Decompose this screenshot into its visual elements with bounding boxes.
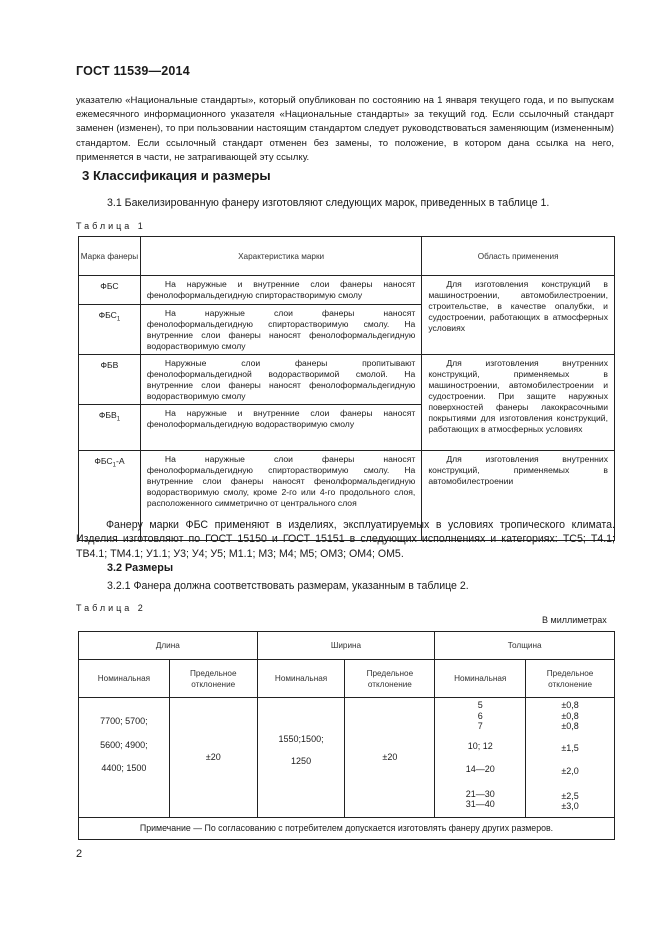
table-row-area: Для изготовления внутренних конструкций, применяемых в автомобилестроении bbox=[422, 451, 615, 541]
section-3-title: 3 Классификация и размеры bbox=[82, 168, 271, 183]
table-row-mark: $ФБВ_1$ bbox=[79, 405, 141, 451]
table-row-characteristic: На наружные и внутренние слои фанеры наносят фенолоформальдегидную спирторастворимую смолу bbox=[140, 276, 421, 305]
table-row-characteristic: На наружные и внутренние слои фанеры наносят фенолоформальдегидную водорастворимую смолу bbox=[140, 405, 421, 451]
table-2-subheader-nominal: Номинальная bbox=[435, 660, 526, 698]
paragraph-3-1: 3.1 Бакелизированную фанеру изготовляют следующих марок, приведенных в таблице 1. bbox=[107, 197, 550, 209]
table-2-subheader-nominal: Номинальная bbox=[257, 660, 345, 698]
table-2-header-width: Ширина bbox=[257, 632, 435, 660]
table-row-mark: ФБС bbox=[79, 276, 141, 305]
table-2-width-nominal: 1550;1500; 1250 bbox=[257, 698, 345, 818]
table-2-subheader-nominal: Номинальная bbox=[79, 660, 170, 698]
table-row-characteristic: Наружные слои фанеры пропитывают фенолоформальдегидной водорастворимой смолой. На внутренние слои фанеры наносят фенолоформальдегидную водорастворимую смолу bbox=[140, 355, 421, 405]
table-2-thickness-nominal: 5 6 7 10; 12 14—20 21—30 31—40 bbox=[435, 698, 526, 818]
table-2-subheader-deviation: Предельное отклонение bbox=[526, 660, 615, 698]
table-row-mark: ФБВ bbox=[79, 355, 141, 405]
table-1-header-characteristic: Характеристика марки bbox=[140, 237, 421, 276]
document-header: ГОСТ 11539—2014 bbox=[76, 64, 190, 78]
table-2-header-length: Длина bbox=[79, 632, 258, 660]
table-2-subheader-deviation: Предельное отклонение bbox=[169, 660, 257, 698]
table-2-caption: Таблица 2 bbox=[76, 603, 146, 613]
page-number: 2 bbox=[76, 848, 83, 860]
table-2-header-thickness: Толщина bbox=[435, 632, 615, 660]
table-2-units: В миллиметрах bbox=[542, 615, 607, 625]
table-1-header-area: Область применения bbox=[422, 237, 615, 276]
table-row-characteristic: На наружные слои фанеры наносят фенолоформальдегидную спирторастворимую смолу. На внутренние слои фанеры наносят фенолоформальдегидную водорастворимую смолу bbox=[140, 305, 421, 355]
table-2-note: Примечание — По согласованию с потребителем допускается изготовлять фанеру других размеров. bbox=[79, 818, 615, 840]
table-2-width-deviation: ±20 bbox=[345, 698, 435, 818]
table-1-caption: Таблица 1 bbox=[76, 221, 146, 231]
table-1-header-mark: Марка фанеры bbox=[79, 237, 141, 276]
table-row-mark: $ФБС_1-А$ bbox=[79, 451, 141, 541]
paragraph-after-table-1: Фанеру марки ФБС применяют в изделиях, эксплуатируемых в условиях тропического климата. Изделия изготовляют по ГОСТ 15150 и ГОСТ 15151 в следующих исполнениях и категориях: ТС5; Т4.1; ТВ4.1; ТМ4.1; У1.1; У3; У4; У5; М1.1; М3; М4; М5; ОМ3; ОМ4; ОМ5. bbox=[76, 519, 615, 560]
table-2-thickness-deviation: ±0,8 ±0,8 ±0,8 ±1,5 ±2,0 ±2,5 ±3,0 bbox=[526, 698, 615, 818]
table-2-length-deviation: ±20 bbox=[169, 698, 257, 818]
table-2-length-nominal: 7700; 5700; 5600; 4900; 4400; 1500 bbox=[79, 698, 170, 818]
table-2 bbox=[78, 631, 615, 840]
table-row-characteristic: На наружные слои фанеры наносят фенолоформальдегидную спирторастворимую смолу. На внутренние слои фанеры наносят фенолформальдегидную водорастворимую смолу, кроме 2-го или 4-го продольного слоя, расположенного симметрично от центрального слоя bbox=[140, 451, 421, 541]
table-row-mark: $ФБС_1$ bbox=[79, 305, 141, 355]
intro-paragraph: указателю «Национальные стандарты», который опубликован по состоянию на 1 января текущего года, и по выпускам ежемесячного информационного указателя «Национальные стандарты» за текущий год. Если ссылочный стандарт заменен (изменен), то при пользовании настоящим стандартом следует руководствоваться заменяющим (измененным) стандартом. Если ссылочный стандарт отменен без замены, то положение, в котором дана ссылка на него, применяется в части, не затрагивающей эту ссылку. bbox=[76, 95, 614, 163]
table-2-subheader-deviation: Предельное отклонение bbox=[345, 660, 435, 698]
table-row-area: Для изготовления внутренних конструкций, применяемых в машиностроении, автомобилестроении и судостроении. При защите наружных поверхностей фанеры лакокрасочными покрытиями для изготовления конструкций, работающих в атмосферных условиях bbox=[422, 355, 615, 451]
paragraph-3-2-1: 3.2.1 Фанера должна соответствовать размерам, указанным в таблице 2. bbox=[107, 580, 469, 592]
table-row-area: Для изготовления конструкций в машиностроении, автомобилестроении, строительстве, в качестве опалубки, и судостроении, работающих в атмосферных условиях bbox=[422, 276, 615, 355]
section-3-2-title: 3.2 Размеры bbox=[107, 562, 174, 574]
table-1 bbox=[78, 236, 615, 541]
